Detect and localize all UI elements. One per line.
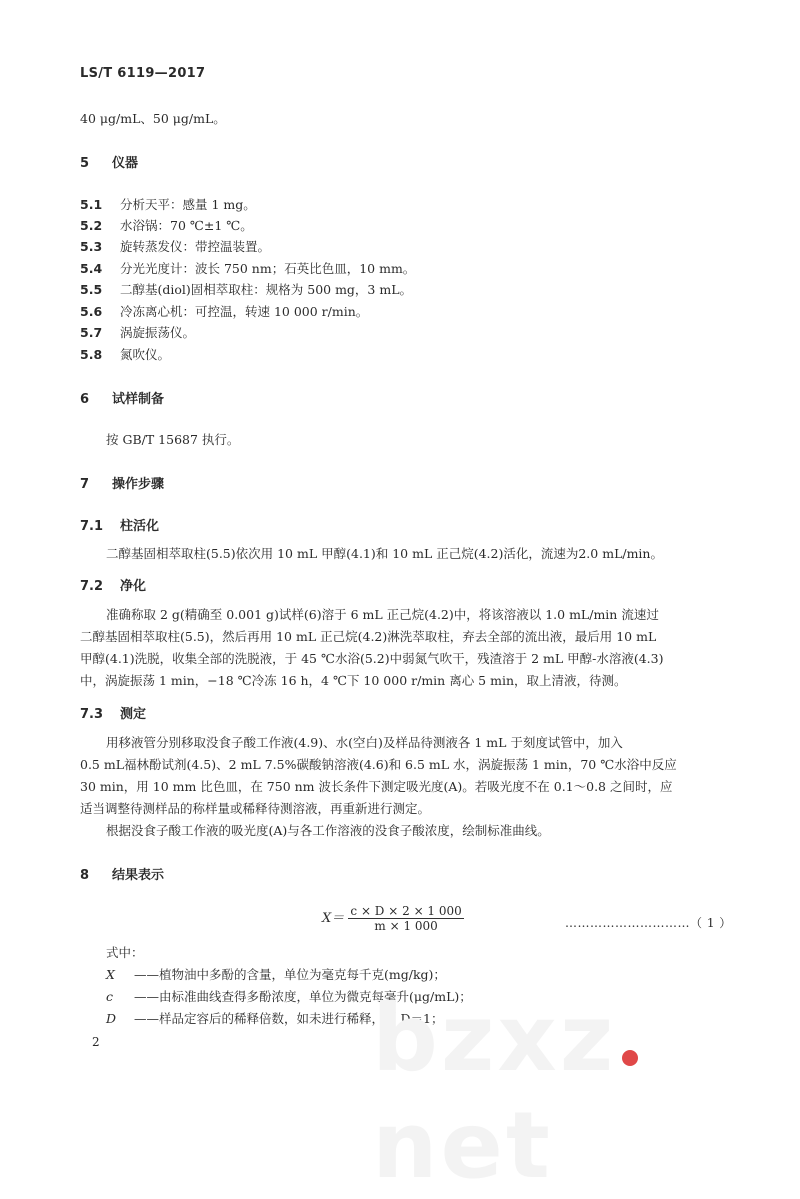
variable-symbol: X [106,967,115,982]
section-5-heading [80,152,138,171]
paragraph-line: 甲醇(4.1)洗脱，收集全部的洗脱液，于 45 ℃水浴(5.2)中弱氮气吹干，残渣溶于 2 mL 甲醇-水溶液(4.3) [80,651,664,666]
item-number: 5.2 [80,218,103,233]
section-number: 7.1 [80,519,104,534]
item-text: 旋转蒸发仪：带控温装置。 [120,239,271,254]
section-number: 7 [80,477,90,492]
item-text: 涡旋振荡仪。 [120,325,196,340]
section-7-1-heading [80,515,159,534]
item-text: 氮吹仪。 [120,347,171,362]
section-title: 仪器 [112,156,139,171]
section-number: 8 [80,868,90,883]
equation-number: …………………………（ 1 ） [565,916,732,930]
list-item [80,345,170,363]
item-text: 二醇基(diol)固相萃取柱：规格为 500 mg，3 mL。 [120,282,413,297]
section-title: 结果表示 [112,868,165,883]
item-number: 5.4 [80,261,103,276]
paragraph-line: 中，涡旋振荡 1 min，−18 ℃冷冻 16 h，4 ℃下 10 000 r/min 离心 5 min，取上清液，待测。 [80,673,627,688]
item-number: 5.8 [80,347,103,362]
section-title: 操作步骤 [112,477,165,492]
variable-definition [106,965,446,983]
watermark [372,985,800,1199]
list-item [80,259,415,277]
section-number: 5 [80,156,90,171]
section-6-heading [80,388,164,407]
watermark-left: bzxz [372,985,617,1092]
watermark-right: net [372,1092,553,1199]
section-7-1-text: 二醇基固相萃取柱(5.5)依次用 10 mL 甲醇(4.1)和 10 mL 正己烷(4.2)活化，流速为2.0 mL/min。 [106,546,663,561]
paragraph-line: 准确称取 2 g(精确至 0.001 g)试样(6)溶于 6 mL 正己烷(4.2)中，将该溶液以 1.0 mL/min 流速过 [106,607,659,622]
watermark-dot [622,1050,638,1066]
item-number: 5.1 [80,197,103,212]
variable-symbol: c [106,989,114,1004]
section-number: 7.2 [80,579,104,594]
list-item [80,323,195,341]
list-item [80,195,256,213]
formula-fraction [348,904,463,933]
section-7-2-heading [80,575,146,594]
variable-text: ——由标准曲线查得多酚浓度，单位为微克每毫升(μg/mL)； [134,989,472,1004]
item-number: 5.7 [80,325,103,340]
item-text: 水浴锅：70 ℃±1 ℃。 [120,218,253,233]
variable-symbol: D [106,1011,117,1026]
formula-lhs: X＝ [322,911,345,926]
item-number: 5.6 [80,304,103,319]
formula-numerator: c × D × 2 × 1 000 [350,904,462,918]
paragraph-line: 30 min，用 10 mm 比色皿，在 750 nm 波长条件下测定吸光度(A)。若吸光度不在 0.1～0.8 之间时，应 [80,779,673,794]
section-8-heading [80,864,164,883]
where-label: 式中： [106,945,144,960]
item-number: 5.3 [80,239,103,254]
section-number: 7.3 [80,707,104,722]
section-number: 6 [80,392,90,407]
paragraph-line: 根据没食子酸工作液的吸光度(A)与各工作溶液的没食子酸浓度，绘制标准曲线。 [106,823,550,838]
section-title: 测定 [120,707,147,722]
section-title: 试样制备 [112,392,165,407]
list-item [80,237,270,255]
paragraph-line: 适当调整待测样品的称样量或稀释待测溶液，再重新进行测定。 [80,801,431,816]
list-item [80,216,253,234]
result-formula [322,904,464,933]
standard-code-header: LS/T 6119—2017 [80,66,206,81]
item-number: 5.5 [80,282,103,297]
section-title: 柱活化 [120,519,160,534]
page-number: 2 [92,1035,100,1049]
section-7-heading [80,473,164,492]
paragraph-line: 0.5 mL福林酚试剂(4.5)、2 mL 7.5%碳酸钠溶液(4.6)和 6.5 mL 水，涡旋振荡 1 min，70 ℃水浴中反应 [80,757,677,772]
section-6-text: 按 GB/T 15687 执行。 [106,432,240,447]
item-text: 冷冻离心机：可控温，转速 10 000 r/min。 [120,304,369,319]
list-item [80,280,412,298]
paragraph-line: 二醇基固相萃取柱(5.5)，然后再用 10 mL 正己烷(4.2)淋洗萃取柱，弃去全部的流出液，最后用 10 mL [80,629,657,644]
formula-denominator: m × 1 000 [374,919,438,933]
variable-text: ——样品定容后的稀释倍数，如未进行稀释，则 D＝1； [134,1011,444,1026]
item-text: 分析天平：感量 1 mg。 [120,197,256,212]
section-7-3-heading [80,703,146,722]
intro-line: 40 μg/mL、50 μg/mL。 [80,111,226,126]
list-item [80,302,368,320]
item-text: 分光光度计：波长 750 nm；石英比色皿，10 mm。 [120,261,416,276]
variable-text: ——植物油中多酚的含量，单位为毫克每千克(mg/kg)； [134,967,446,982]
section-title: 净化 [120,579,147,594]
paragraph-line: 用移液管分别移取没食子酸工作液(4.9)、水(空白)及样品待测液各 1 mL 于刻度试管中，加入 [106,735,623,750]
